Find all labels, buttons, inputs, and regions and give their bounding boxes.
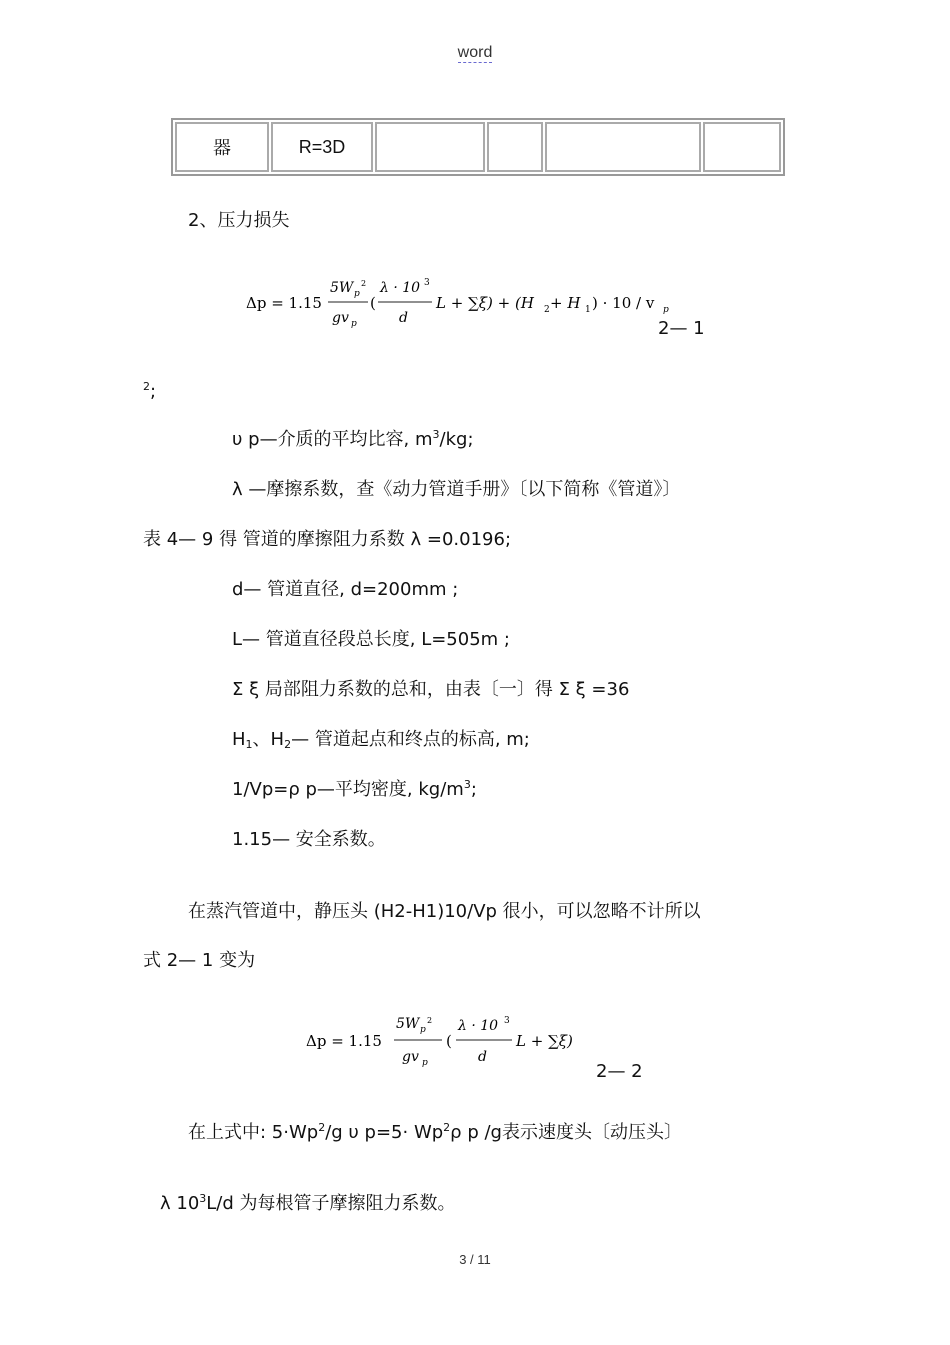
header-title	[0, 44, 950, 62]
f1-num: 5W	[330, 280, 354, 296]
data-table	[171, 118, 785, 176]
def-vp	[232, 428, 474, 452]
f1-tail: L + ∑ξ) + (H	[436, 294, 534, 312]
def-safety: 1.15— 安全系数。	[232, 829, 386, 850]
def-rho-b: ;	[470, 779, 477, 800]
f2-num-sup: 2	[427, 1016, 433, 1025]
f2-num-sub: p	[420, 1025, 426, 1035]
friction-a: λ 10	[160, 1193, 200, 1214]
def-h-sub1: 1	[245, 738, 253, 751]
table-cell	[545, 122, 701, 172]
def-d: d— 管道直径, d=200mm ;	[232, 579, 459, 600]
f2-frac2-sup: 3	[504, 1016, 510, 1026]
def-rho-sup: 3	[463, 778, 471, 791]
def-lambda: λ —摩擦系数，查《动力管道手册》〔以下简称《管道》〕	[232, 479, 681, 500]
formula-2-2	[306, 1010, 606, 1072]
f1-plus: + H	[550, 294, 581, 312]
formula-2-2-svg	[306, 1010, 606, 1072]
friction-sup: 3	[199, 1192, 207, 1205]
def-h-c: — 管道起点和终点的标高, m;	[291, 729, 530, 750]
table-cell: 器	[175, 122, 269, 172]
f1-h2: 2	[544, 305, 550, 315]
f2-frac2-den: d	[478, 1049, 487, 1065]
def-h-sub2: 2	[284, 738, 292, 751]
steam-paragraph-cont: 式 2— 1 变为	[143, 950, 256, 971]
friction-line	[160, 1192, 456, 1216]
f1-frac2-den: d	[399, 310, 408, 326]
friction-b: L/d 为每根管子摩擦阻力系数。	[206, 1193, 456, 1214]
f1-num-sup: 2	[361, 279, 367, 288]
table-cell	[703, 122, 781, 172]
page-number: 3 / 11	[459, 1252, 491, 1267]
f2-paren: (	[446, 1032, 452, 1050]
def-vp-unit: /kg;	[439, 429, 474, 450]
squared-sup: 2	[143, 380, 150, 393]
f1-end-sub: p	[663, 305, 669, 315]
squared-after: ;	[150, 381, 157, 402]
f1-num-sub: p	[354, 289, 360, 299]
f2-den-sub: p	[422, 1058, 428, 1068]
def-h	[232, 728, 530, 752]
f1-end: ) · 10 / v	[592, 294, 655, 312]
def-xi: Σ ξ 局部阻力系数的总和，由表〔一〕得 Σ ξ =36	[232, 679, 630, 700]
def-rho	[232, 778, 477, 802]
def-lambda-cont: 表 4— 9 得 管道的摩擦阻力系数 λ =0.0196;	[143, 529, 512, 550]
velocity-head-line	[188, 1121, 682, 1145]
f1-h1: 1	[585, 305, 591, 315]
table-cell	[375, 122, 485, 172]
f2-num: 5W	[396, 1016, 420, 1032]
formula-2-1-label: 2— 1	[658, 318, 705, 339]
velocity-c: ρ p /g表示速度头〔动压头〕	[450, 1122, 682, 1143]
f2-tail: L + ∑ξ)	[516, 1032, 573, 1050]
section-heading: 2、压力损失	[188, 210, 290, 231]
def-vp-sup: 3	[432, 428, 440, 441]
velocity-sup: 2	[318, 1121, 326, 1134]
velocity-a: 在上式中: 5·Wp	[188, 1122, 319, 1143]
f1-den: gv	[332, 310, 349, 326]
f2-den: gv	[402, 1049, 419, 1065]
table-cell: R=3D	[271, 122, 373, 172]
header-word-text: word	[457, 44, 493, 61]
steam-paragraph: 在蒸汽管道中，静压头 (H2-H1)10/Vp 很小，可以忽略不计所以	[188, 901, 701, 922]
f2-frac2-num: λ · 10	[458, 1018, 499, 1034]
def-L: L— 管道直径段总长度, L=505m ;	[232, 629, 510, 650]
formula-2-2-label: 2— 2	[596, 1061, 643, 1082]
def-h-a: H	[232, 729, 246, 750]
formula-2-1-svg	[246, 272, 676, 334]
formula-2-1	[246, 272, 676, 334]
f1-paren: (	[370, 294, 376, 312]
f1-lhs: Δp = 1.15	[246, 294, 322, 312]
f1-frac2-sup: 3	[424, 278, 430, 288]
velocity-sup2: 2	[443, 1121, 451, 1134]
f1-den-sub: p	[351, 319, 357, 329]
table-row	[175, 122, 781, 172]
table-cell	[487, 122, 543, 172]
def-rho-a: 1/Vp=ρ p—平均密度, kg/m	[232, 779, 464, 800]
def-vp-text: υ p—介质的平均比容, m	[232, 429, 433, 450]
f2-lhs: Δp = 1.15	[306, 1032, 382, 1050]
f1-frac2-num: λ · 10	[380, 280, 421, 296]
velocity-b: /g υ p=5· Wp	[325, 1122, 444, 1143]
def-h-b: 、H	[252, 729, 285, 750]
squared-note	[143, 380, 156, 404]
